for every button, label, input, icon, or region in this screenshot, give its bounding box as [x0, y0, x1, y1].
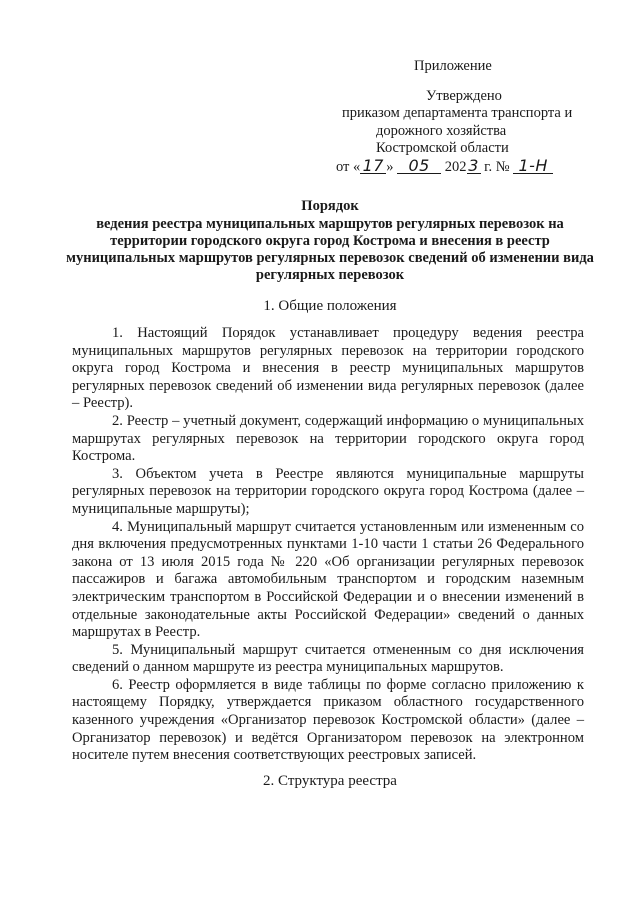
handwritten-month: 05 [397, 159, 441, 174]
section-heading-1: 1. Общие положения [263, 298, 397, 314]
title-heading: Порядок [301, 198, 359, 214]
handwritten-number: 1-Н [513, 159, 553, 174]
document-title [60, 198, 600, 284]
paragraph-2: 2. Реестр – учетный документ, содержащий информацию о муниципальных маршрутах регулярных перевозок на территории городского округа город Кострома. [72, 412, 584, 465]
paragraph-1: 1. Настоящий Порядок устанавливает процедуру ведения реестра муниципальных маршрутов регулярных перевозок на территории городского округа город Кострома и внесения в реестр муниципальных маршрутов регулярных перевозок сведений об изменении вида регулярных перевозок (далее – Реестр). [72, 325, 584, 412]
year-prefix: 202 [444, 158, 467, 175]
handwritten-day: 17 [360, 159, 386, 174]
paragraph-3: 3. Объектом учета в Реестре являются муниципальные маршруты регулярных перевозок на территории городского округа город Кострома (далее – муниципальные маршруты); [72, 465, 584, 517]
paragraph-5: 5. Муниципальный маршрут считается отмененным со дня исключения сведений о данном маршруте из реестра муниципальных маршрутов. [72, 641, 584, 676]
paragraph-4: 4. Муниципальный маршрут считается установленным или измененным со дня включения предусмотренных пунктами 1-10 части 1 статьи 26 Федерального закона от 13 июля 2015 года № 220 «Об организации регулярных перевозок пассажиров и багажа автомобильным транспортом и городским наземным электрическим транспортом в Российской Федерации и о внесении изменений в отдельные законодательные акты Российской Федерации» сведений о данных маршрутах в Реестр. [72, 518, 584, 641]
approved-label: Утверждено [426, 87, 502, 104]
region-line: Костромской области [376, 140, 509, 156]
date-prefix: от « [336, 158, 361, 175]
handwritten-year-suffix: 3 [468, 155, 479, 175]
order-line-2: дорожного хозяйства [376, 122, 507, 139]
document-body [72, 325, 584, 765]
section-heading-2: 2. Структура реестра [263, 773, 397, 789]
date-number-line [336, 155, 590, 177]
title-subheading: ведения реестра муниципальных маршрутов регулярных перевозок на территории городского округа город Кострома и внесения в реестр муниципальных маршрутов регулярных перевозок сведений об изменении вида регулярных перевозок [66, 216, 594, 283]
annex-label: Приложение [414, 58, 492, 74]
year-unit: г. № [484, 158, 510, 175]
date-mid: » [386, 158, 394, 175]
approval-stamp-block [330, 58, 590, 176]
order-line-1: приказом департамента транспорта и [342, 105, 573, 121]
paragraph-6: 6. Реестр оформляется в виде таблицы по форме согласно приложению к настоящему Порядку, утверждается приказом областного государственного казенного учреждения «Организатор перевозок Костромской области» (далее – Организатор перевозок) и ведётся Организатором перевозок на электронном носителе путем внесения соответствующих реестровых записей. [72, 676, 584, 764]
